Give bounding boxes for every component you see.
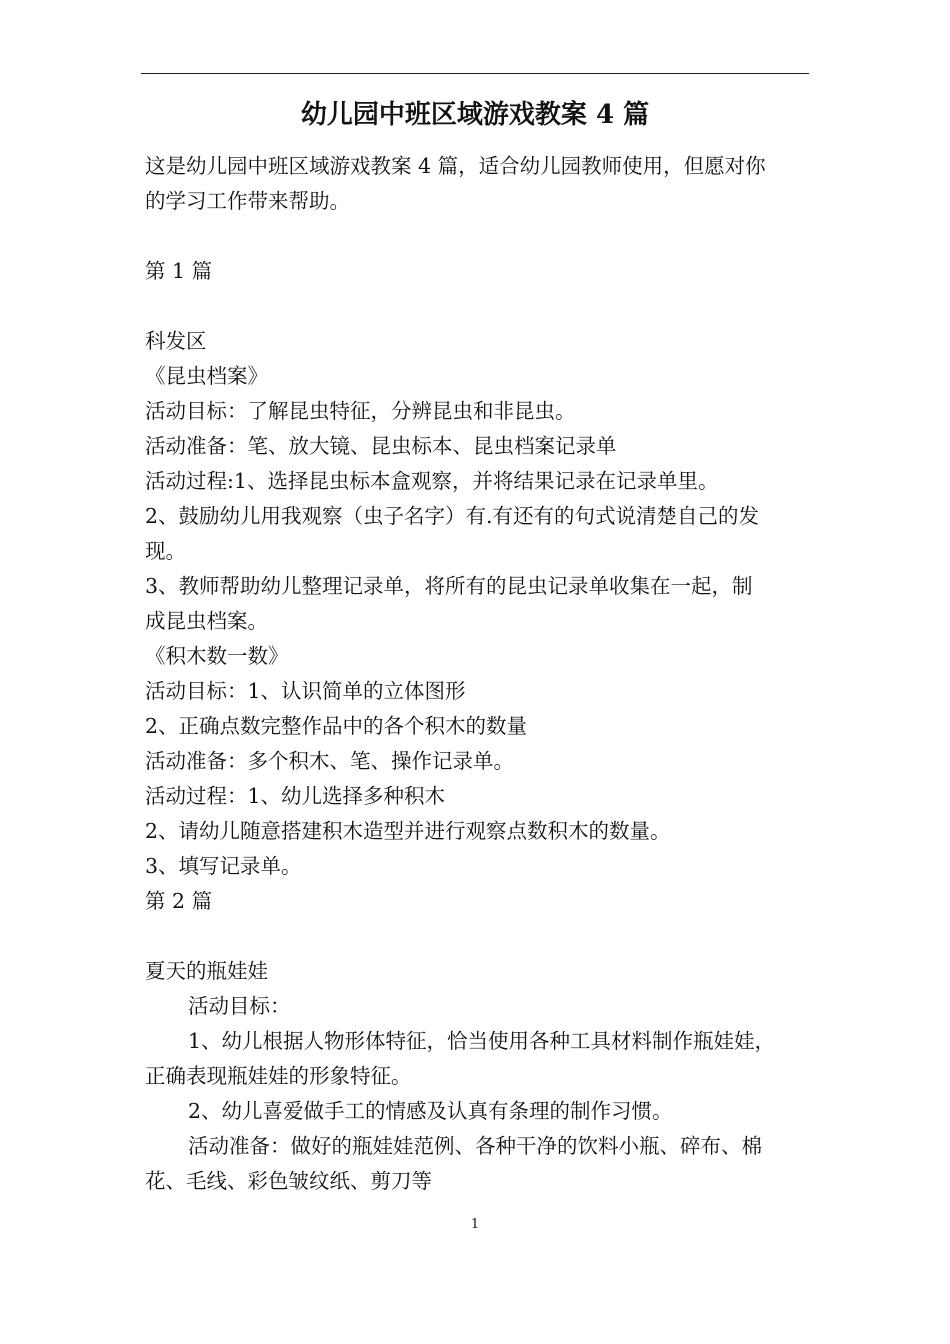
- text-line: 正确表现瓶娃娃的形象特征。: [145, 1064, 412, 1088]
- text-line: 活动过程:1、选择昆虫标本盒观察，并将结果记录在记录单里。: [145, 469, 719, 493]
- text-line: 夏天的瓶娃娃: [145, 959, 268, 983]
- text-line: 现。: [145, 539, 186, 563]
- text-line: 1、幼儿根据人物形体特征，恰当使用各种工具材料制作瓶娃娃，: [188, 1029, 776, 1053]
- text-line: 2、鼓励幼儿用我观察（虫子名字）有.有还有的句式说清楚自己的发: [145, 504, 760, 528]
- text-line: 活动准备：做好的瓶娃娃范例、各种干净的饮料小瓶、碎布、棉: [188, 1134, 762, 1158]
- text-line: 2、请幼儿随意搭建积木造型并进行观察点数积木的数量。: [145, 819, 671, 843]
- text-line: 这是幼儿园中班区域游戏教案 4 篇，适合幼儿园教师使用，但愿对你: [145, 154, 766, 178]
- text-line: 科发区: [145, 329, 207, 353]
- document-title: 幼儿园中班区域游戏教案 4 篇: [300, 100, 650, 130]
- text-line: 2、幼儿喜爱做手工的情感及认真有条理的制作习惯。: [188, 1099, 673, 1123]
- text-line: 第 2 篇: [145, 889, 213, 913]
- text-line: 的学习工作带来帮助。: [145, 189, 350, 213]
- text-line: 活动目标：了解昆虫特征，分辨昆虫和非昆虫。: [145, 399, 576, 423]
- text-line: 第 1 篇: [145, 259, 213, 283]
- text-line: 成昆虫档案。: [145, 609, 268, 633]
- text-line: 《昆虫档案》: [145, 364, 268, 388]
- page-number: 1: [470, 1217, 480, 1232]
- text-line: 2、正确点数完整作品中的各个积木的数量: [145, 714, 528, 738]
- text-line: 花、毛线、彩色皱纹纸、剪刀等: [145, 1169, 432, 1193]
- blank-line: [145, 219, 817, 254]
- text-line: 《积木数一数》: [145, 644, 289, 668]
- document-body: [145, 149, 817, 1199]
- text-line: 3、教师帮助幼儿整理记录单，将所有的昆虫记录单收集在一起，制: [145, 574, 753, 598]
- text-line: 3、填写记录单。: [145, 854, 302, 878]
- blank-line: [145, 289, 817, 324]
- text-line: 活动目标：1、认识简单的立体图形: [145, 679, 466, 703]
- blank-line: [145, 919, 817, 954]
- text-line: 活动准备：笔、放大镜、昆虫标本、昆虫档案记录单: [145, 434, 617, 458]
- header-rule: [141, 73, 809, 74]
- text-line: 活动准备：多个积木、笔、操作记录单。: [145, 749, 514, 773]
- text-line: 活动目标：: [188, 994, 291, 1018]
- text-line: 活动过程：1、幼儿选择多种积木: [145, 784, 446, 808]
